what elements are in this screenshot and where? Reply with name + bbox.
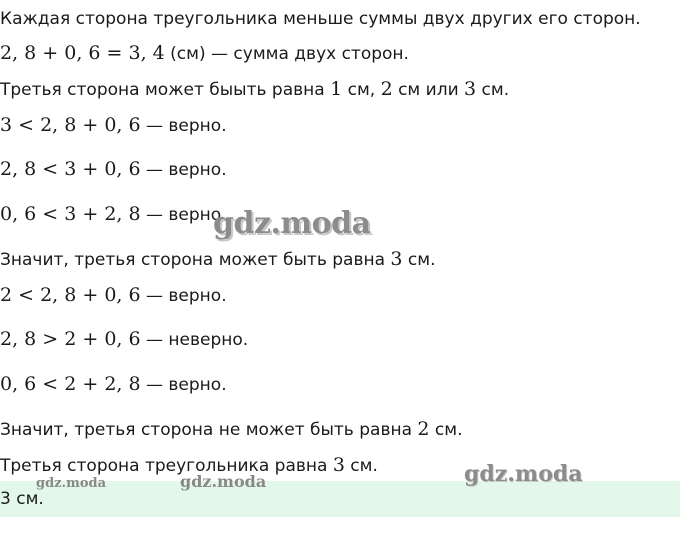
sum-line [0, 42, 409, 65]
conclusion-text: Значит, третья сторона может быть равна [0, 250, 391, 270]
check-result: — верно. [140, 205, 227, 225]
check-math: 0, 6 < 2 + 2, 8 [0, 373, 141, 395]
check-math: 2, 8 > 2 + 0, 6 [0, 328, 141, 350]
check-result: — верно. [140, 116, 227, 136]
conclusion-math: 3 [390, 248, 403, 270]
check-line [0, 158, 227, 181]
check-math: 0, 6 < 3 + 2, 8 [0, 203, 141, 225]
options-math-1: 1 [330, 78, 343, 100]
final-math: 3 [332, 454, 345, 476]
watermark-logo: gdz.moda [464, 461, 583, 487]
conclusion-unit: см. [429, 420, 463, 440]
statement-text: Каждая сторона треугольника меньше суммы двух других его сторон. [0, 9, 641, 29]
check-result: — верно. [140, 160, 227, 180]
options-math-2: 2 [380, 78, 393, 100]
conclusion-line [0, 248, 436, 271]
options-text-2: см, [342, 80, 381, 100]
check-result: — верно. [140, 286, 227, 306]
check-result: — неверно. [140, 330, 249, 350]
check-math: 2 < 2, 8 + 0, 6 [0, 284, 141, 306]
conclusion-math: 2 [417, 418, 430, 440]
check-line [0, 373, 227, 396]
check-line [0, 203, 227, 226]
conclusion-text: Значит, третья сторона не может быть равна [0, 420, 418, 440]
watermark-logo: gdz.moda [180, 472, 267, 491]
options-line [0, 78, 509, 101]
check-line [0, 328, 248, 351]
final-text: Третья сторона треугольника равна [0, 456, 333, 476]
sum-text: (см) — сумма двух сторон. [164, 44, 409, 64]
options-text-1: Третья сторона может быыть равна [0, 80, 331, 100]
check-line [0, 284, 227, 307]
check-result: — верно. [140, 375, 227, 395]
watermark-logo: gdz.moda [36, 476, 107, 491]
options-math-3: 3 [464, 78, 477, 100]
check-line [0, 114, 227, 137]
check-math: 2, 8 < 3 + 0, 6 [0, 158, 141, 180]
statement-line [0, 8, 641, 30]
watermark-logo: gdz.moda [213, 206, 371, 241]
conclusion-line [0, 418, 462, 441]
check-math: 3 < 2, 8 + 0, 6 [0, 114, 141, 136]
options-text-4: см. [476, 80, 510, 100]
sum-math: 2, 8 + 0, 6 = 3, 4 [0, 42, 165, 64]
final-unit: см. [344, 456, 378, 476]
conclusion-unit: см. [402, 250, 436, 270]
options-text-3: см или [392, 80, 465, 100]
answer-text: 3 см. [0, 489, 44, 509]
